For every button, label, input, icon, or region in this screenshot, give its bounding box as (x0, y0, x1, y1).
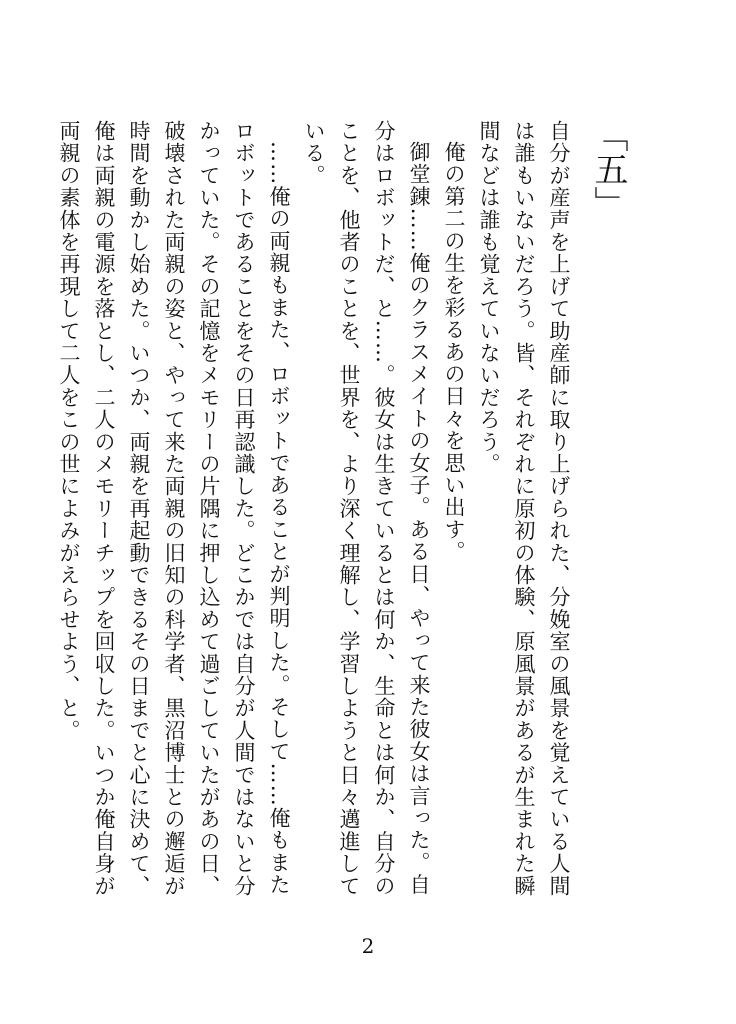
paragraph-2: 俺の第二の生を彩るあの日々を思い出す。 (442, 141, 466, 563)
paragraph-4: ……俺の両親もまた、ロボットであることが判明した。そして……俺もまたロボットであることをその日再認識した。どこかでは自分が人間ではないと分かっていた。その記憶をメモリーの片隅に押し込めて過ごしていたがあの日、破壊された両親の姿と、やって来た両親の旧知の科学者、黒沼博士との邂逅が時間を動かし始めた。いつか、両親を再起動できるその日までと心に決めて、俺は両親の電源を落とし、二人のメモリーチップを回収した。いつか俺自身が両親の素体を再現して二人をこの世によみがえらせよう、と。 (57, 120, 291, 897)
paragraph-3: 御堂錬……俺のクラスメイトの女子。ある日、やって来た彼女は言った。自分はロボットだ、と……。彼女は生きているとは何か、生命とは何か、自分のことを、他者のことを、世界を、より深く理解し、学習しようと日々邁進している。 (302, 120, 431, 897)
paragraph-1: 自分が産声を上げて助産師に取り上げられた、分娩室の風景を覚えている人間は誰もいないだろう。皆、それぞれに原初の体験、原風景があるが生まれた瞬間などは誰も覚えていないだろう。 (477, 120, 571, 897)
page-number: 2 (361, 934, 375, 958)
chapter-title: 「五」 (588, 118, 628, 220)
body-text (51, 120, 576, 910)
